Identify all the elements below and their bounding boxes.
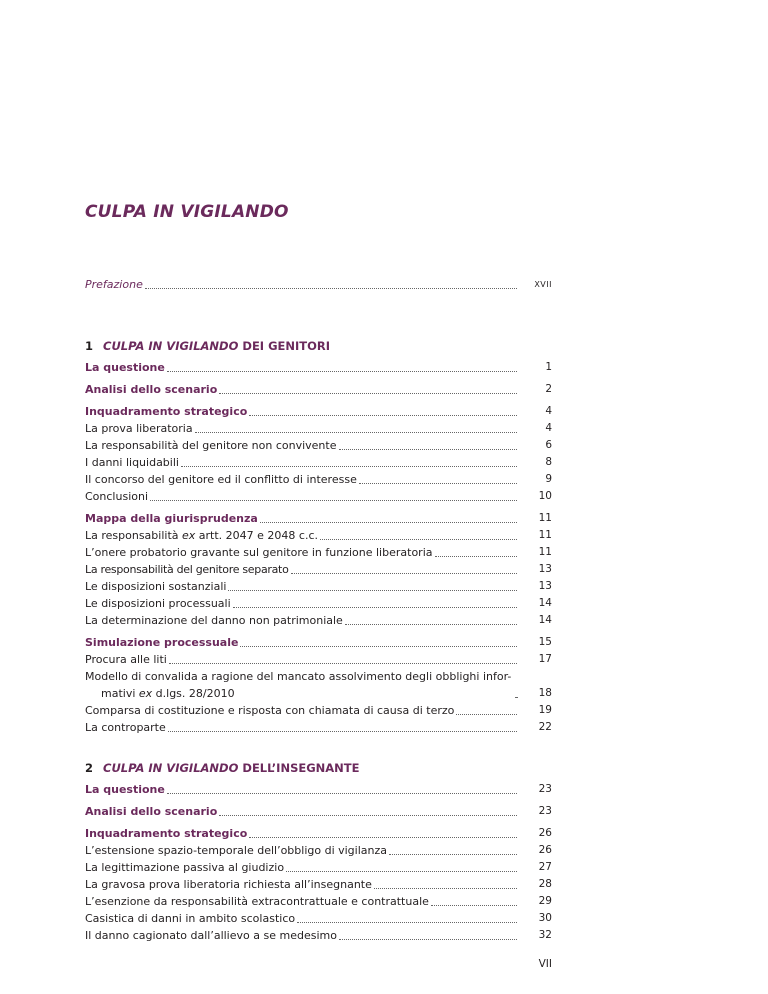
toc-entry[interactable]: [85, 634, 552, 651]
dot-leader: [219, 814, 517, 816]
toc-entry-label: Inquadramento strategico: [85, 827, 248, 840]
folio-page-number: VII: [538, 958, 552, 970]
toc-page-number: 4: [545, 422, 552, 434]
dot-leader: [168, 730, 517, 732]
dot-leader: [145, 287, 517, 289]
toc-entry-label: L’onere probatorio gravante sul genitore in funzione liberatoria: [85, 546, 433, 559]
toc-entry-label: Prefazione: [85, 278, 143, 291]
toc-page-number: 11: [538, 546, 552, 558]
toc-entry-label: Procura alle liti: [85, 653, 167, 666]
dot-leader: [249, 836, 517, 838]
toc-entry-label: Mappa della giurisprudenza: [85, 512, 258, 525]
toc-entry-label: Comparsa di costituzione e risposta con chiamata di causa di terzo: [85, 704, 455, 717]
toc-page-number: 13: [538, 563, 552, 575]
dot-leader: [389, 853, 517, 855]
toc-page-number: 19: [538, 704, 552, 716]
chapter-title-italic: CULPA IN VIGILANDO: [103, 339, 239, 353]
toc-page-number: 18: [538, 687, 552, 699]
toc-entry-label: L’esenzione da responsabilità extracontrattuale e contrattuale: [85, 895, 429, 908]
dot-leader: [150, 499, 517, 501]
toc-entry-label: Il concorso del genitore ed il conflitto di interesse: [85, 473, 357, 486]
dot-leader: [181, 465, 517, 467]
label-line-2: [85, 685, 513, 702]
toc-entry[interactable]: [85, 561, 552, 578]
dot-leader: [374, 887, 517, 889]
dot-leader: [286, 870, 517, 872]
toc-entry-label: La prova liberatoria: [85, 422, 193, 435]
dot-leader: [431, 904, 517, 906]
toc-page-number: 1: [545, 361, 552, 373]
dot-leader: [339, 448, 518, 450]
toc-entry-label: Analisi dello scenario: [85, 805, 218, 818]
toc-entry-label: La legittimazione passiva al giudizio: [85, 861, 285, 874]
toc-entry-label: La controparte: [85, 721, 166, 734]
toc-page-number: 26: [538, 844, 552, 856]
toc-entry[interactable]: [85, 893, 552, 910]
chapter-2-heading: [85, 760, 552, 776]
toc-page-number: 23: [538, 805, 552, 817]
toc-page-number: 27: [538, 861, 552, 873]
toc-entry[interactable]: [85, 859, 552, 876]
toc-entry[interactable]: [85, 910, 552, 927]
toc-page-number: 29: [538, 895, 552, 907]
label-part: artt. 2047 e 2048 c.c.: [195, 529, 319, 542]
toc-entry-label: Le disposizioni sostanziali: [85, 580, 227, 593]
toc-entry[interactable]: [85, 595, 552, 612]
toc-entry[interactable]: [85, 471, 552, 488]
toc-entry[interactable]: [85, 527, 552, 544]
toc-entry[interactable]: [85, 578, 552, 595]
dot-leader: [297, 921, 517, 923]
toc-entry-label: I danni liquidabili: [85, 456, 179, 469]
toc-entry[interactable]: [85, 842, 552, 859]
toc-entry[interactable]: [85, 454, 552, 471]
toc-page-number: 26: [538, 827, 552, 839]
toc-page-number: 14: [538, 597, 552, 609]
toc-entry[interactable]: [85, 403, 552, 420]
toc-page-number: 8: [545, 456, 552, 468]
dot-leader: [291, 572, 518, 574]
chapter-title-rest: DELL’INSEGNANTE: [238, 761, 360, 775]
dot-leader: [320, 538, 517, 540]
chapter-number: 2: [85, 761, 94, 775]
toc-entry-label: Analisi dello scenario: [85, 383, 218, 396]
toc-page-number: 11: [538, 512, 552, 524]
book-section-title: CULPA IN VIGILANDO: [85, 202, 289, 222]
dot-leader: [233, 606, 517, 608]
dot-leader: [195, 431, 517, 433]
toc-entry-label: Il danno cagionato dall’allievo a se medesimo: [85, 929, 337, 942]
dot-leader: [169, 662, 517, 664]
toc-page-number: 6: [545, 439, 552, 451]
dot-leader: [260, 521, 517, 523]
toc-page-number: 30: [538, 912, 552, 924]
toc-entry[interactable]: [85, 825, 552, 842]
toc-entry-label: Conclusioni: [85, 490, 149, 503]
toc-entry-label: Inquadramento strategico: [85, 405, 248, 418]
toc-entry-label: [85, 668, 513, 702]
toc-entry-label: La questione: [85, 783, 165, 796]
toc-page-number: 17: [538, 653, 552, 665]
toc-entry[interactable]: [85, 612, 552, 629]
toc-page-number: 15: [538, 636, 552, 648]
toc-entry[interactable]: [85, 719, 552, 736]
toc-entry[interactable]: [85, 876, 552, 893]
chapter-number: 1: [85, 339, 94, 353]
table-of-contents: [85, 276, 552, 944]
chapter-title-rest: DEI GENITORI: [238, 339, 331, 353]
toc-entry-label: La gravosa prova liberatoria richiesta all’insegnante: [85, 878, 372, 891]
dot-leader: [219, 392, 517, 394]
toc-entry[interactable]: [85, 381, 552, 398]
label-italic-part: ex: [182, 529, 196, 542]
toc-page-number: 2: [545, 383, 552, 395]
toc-page-number: 10: [538, 490, 552, 502]
dot-leader: [228, 589, 517, 591]
dot-leader: [339, 938, 517, 940]
dot-leader: [167, 792, 517, 794]
toc-page-number: 9: [545, 473, 552, 485]
label-part: d.lgs. 28/2010: [152, 687, 235, 700]
toc-entry[interactable]: [85, 927, 552, 944]
dot-leader: [435, 555, 518, 557]
chapter-1-heading: [85, 338, 552, 354]
toc-page-number: 11: [538, 529, 552, 541]
label-line-1: Modello di convalida a ragione del mancato assolvimento degli obblighi infor-: [85, 670, 512, 683]
toc-entry[interactable]: [85, 544, 552, 561]
toc-entry[interactable]: [85, 510, 552, 527]
toc-page-number: 13: [538, 580, 552, 592]
toc-entry[interactable]: [85, 668, 552, 702]
toc-entry-label: Casistica di danni in ambito scolastico: [85, 912, 296, 925]
dot-leader: [456, 713, 517, 715]
toc-page-number: 28: [538, 878, 552, 890]
dot-leader: [359, 482, 517, 484]
toc-page-number: 23: [538, 783, 552, 795]
toc-page-number: XVII: [534, 280, 552, 289]
dot-leader: [240, 645, 517, 647]
toc-entry-preface[interactable]: [85, 276, 552, 293]
toc-entry-label: La questione: [85, 361, 165, 374]
dot-leader: [167, 370, 517, 372]
dot-leader: [345, 623, 517, 625]
toc-page-number: 22: [538, 721, 552, 733]
label-part: La responsabilità: [85, 529, 183, 542]
toc-page-number: 14: [538, 614, 552, 626]
toc-entry-label: Le disposizioni processuali: [85, 597, 231, 610]
chapter-title-italic: CULPA IN VIGILANDO: [103, 761, 239, 775]
toc-entry-label: La determinazione del danno non patrimoniale: [85, 614, 343, 627]
toc-entry-label: [85, 527, 318, 544]
toc-entry[interactable]: [85, 488, 552, 505]
toc-entry[interactable]: [85, 359, 552, 376]
toc-entry-label: La responsabilità del genitore non convivente: [85, 439, 337, 452]
dot-leader: [249, 414, 517, 416]
label-italic-part: ex: [138, 687, 153, 700]
toc-page-number: 32: [538, 929, 552, 941]
toc-entry[interactable]: [85, 702, 552, 719]
dot-leader: [515, 696, 517, 698]
toc-entry-label: La responsabilità del genitore separato: [85, 563, 289, 576]
toc-entry-label: L’estensione spazio-temporale dell’obbligo di vigilanza: [85, 844, 388, 857]
toc-entry-label: Simulazione processuale: [85, 636, 239, 649]
toc-entry[interactable]: [85, 803, 552, 820]
toc-entry[interactable]: [85, 437, 552, 454]
toc-entry[interactable]: [85, 420, 552, 437]
toc-entry[interactable]: [85, 781, 552, 798]
label-part: mativi: [101, 687, 139, 700]
toc-page-number: 4: [545, 405, 552, 417]
toc-entry[interactable]: [85, 651, 552, 668]
